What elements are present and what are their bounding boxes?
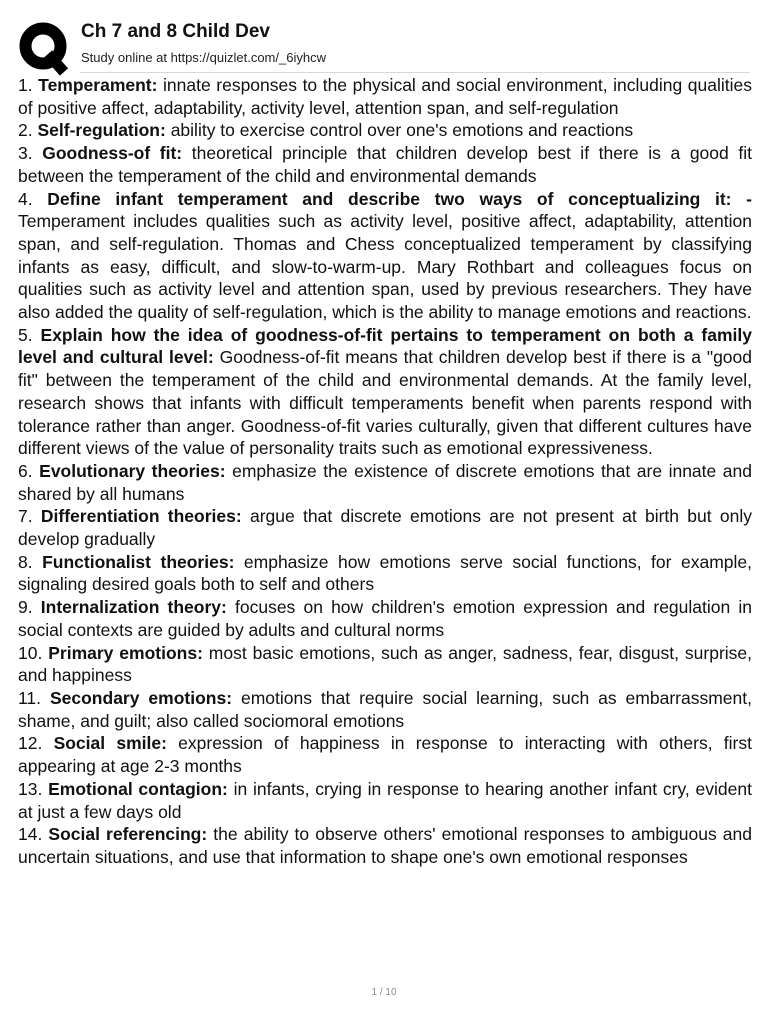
flashcard-entry [18, 142, 752, 187]
flashcard-entry [18, 778, 752, 823]
entry-number: 10. [18, 642, 43, 663]
flashcard-entry [18, 505, 752, 550]
header-divider [80, 72, 750, 73]
entry-term: Primary emotions: [48, 642, 203, 663]
flashcard-entry [18, 596, 752, 641]
flashcard-entry [18, 823, 752, 868]
entry-number: 1. [18, 75, 33, 95]
entry-definition: argue that discrete emotions are not present at birth but only develop gradually [18, 506, 752, 550]
flashcard-entry [18, 324, 752, 460]
entry-term: Explain how the idea of goodness-of-fit pertains to temperament on both a family level and cultural level: [18, 324, 752, 368]
page-indicator: 1 / 10 [371, 987, 397, 998]
entry-number: 7. [18, 506, 33, 527]
entry-term: Emotional contagion: [48, 778, 228, 799]
entry-number: 13. [18, 778, 43, 799]
entry-term: Self-regulation: [37, 120, 166, 141]
entry-number: 14. [18, 824, 43, 845]
flashcard-list [18, 74, 752, 869]
entry-definition: expression of happiness in response to interacting with others, first appearing at age 2-3 months [18, 733, 752, 777]
entry-number: 6. [18, 460, 33, 481]
page-header [18, 18, 750, 74]
flashcard-entry [18, 687, 752, 732]
quizlet-q-logo-icon [18, 20, 74, 76]
entry-number: 4. [18, 188, 33, 209]
entry-definition: theoretical principle that children develop best if there is a good fit between the temperament of the child and environmental demands [18, 143, 752, 186]
entry-term: Goodness-of fit: [42, 143, 183, 164]
entry-definition: in infants, crying in response to hearing another infant cry, evident at just a few days old [18, 778, 752, 822]
entry-definition: Temperament includes qualities such as activity level, positive affect, adaptability, attention span, and self-regulation. Thomas and Chess conceptualized temperament by classifying infants as easy, difficult, and slow-to-warm-up. Mary Rothbart and colleagues focus on qualities such as activity level and attention span, used by previous researchers. They have also added the quality of self-regulation, which is the ability to manage emotions and reactions. [18, 211, 752, 323]
entry-term: Differentiation theories: [40, 506, 242, 527]
entry-number: 9. [18, 597, 33, 618]
study-online-link[interactable]: Study online at https://quizlet.com/_6iyhcw [81, 50, 326, 65]
entry-term: Social referencing: [48, 824, 208, 845]
entry-number: 11. [18, 687, 42, 708]
flashcard-entry [18, 188, 752, 324]
flashcard-entry [18, 732, 752, 777]
entry-term: Secondary emotions: [49, 687, 233, 708]
flashcard-entry [18, 551, 752, 596]
entry-definition: emotions that require social learning, such as embarrassment, shame, and guilt; also called sociomoral emotions [18, 687, 752, 731]
entry-number: 2. [18, 120, 33, 141]
entry-definition: focuses on how children's emotion expression and regulation in social contexts are guided by adults and cultural norms [18, 597, 752, 640]
entry-definition: ability to exercise control over one's emotions and reactions [170, 120, 634, 141]
entry-definition: most basic emotions, such as anger, sadness, fear, disgust, surprise, and happiness [18, 642, 752, 686]
entry-term: Functionalist theories: [42, 551, 235, 572]
entry-term: Social smile: [53, 733, 167, 754]
flashcard-entry [18, 119, 752, 142]
entry-term: Temperament: [38, 75, 158, 95]
flashcard-entry [18, 460, 752, 505]
document-title: Ch 7 and 8 Child Dev [81, 21, 270, 42]
entry-number: 12. [18, 733, 43, 754]
entry-definition: the ability to observe others' emotional responses to ambiguous and uncertain situations, and use that information to shape one's own emotional responses [18, 824, 752, 867]
entry-term: Internalization theory: [40, 597, 227, 618]
entry-number: 8. [18, 551, 33, 572]
flashcard-entry [18, 642, 752, 687]
flashcard-entry [18, 74, 752, 119]
entry-definition: innate responses to the physical and social environment, including qualities of positive affect, adaptability, activity level, attention span, and self-regulation [18, 75, 752, 118]
entry-definition: emphasize the existence of discrete emotions that are innate and shared by all humans [18, 460, 752, 504]
entry-number: 3. [18, 143, 33, 164]
entry-number: 5. [18, 324, 33, 345]
entry-definition: Goodness-of-fit means that children develop best if there is a "good fit" between the temperament of the child and environmental demands. At the family level, research shows that infants with difficult temperaments benefit when parents respond with tolerance rather than anger. Goodness-of-fit varies culturally, given that different cultures have different views of the value of personality traits such as emotional expressiveness. [18, 347, 752, 459]
entry-definition: emphasize how emotions serve social functions, for example, signaling desired goals both to self and others [18, 551, 752, 595]
entry-term: Evolutionary theories: [39, 460, 226, 481]
entry-term: Define infant temperament and describe two ways of conceptualizing it: - [47, 188, 752, 209]
